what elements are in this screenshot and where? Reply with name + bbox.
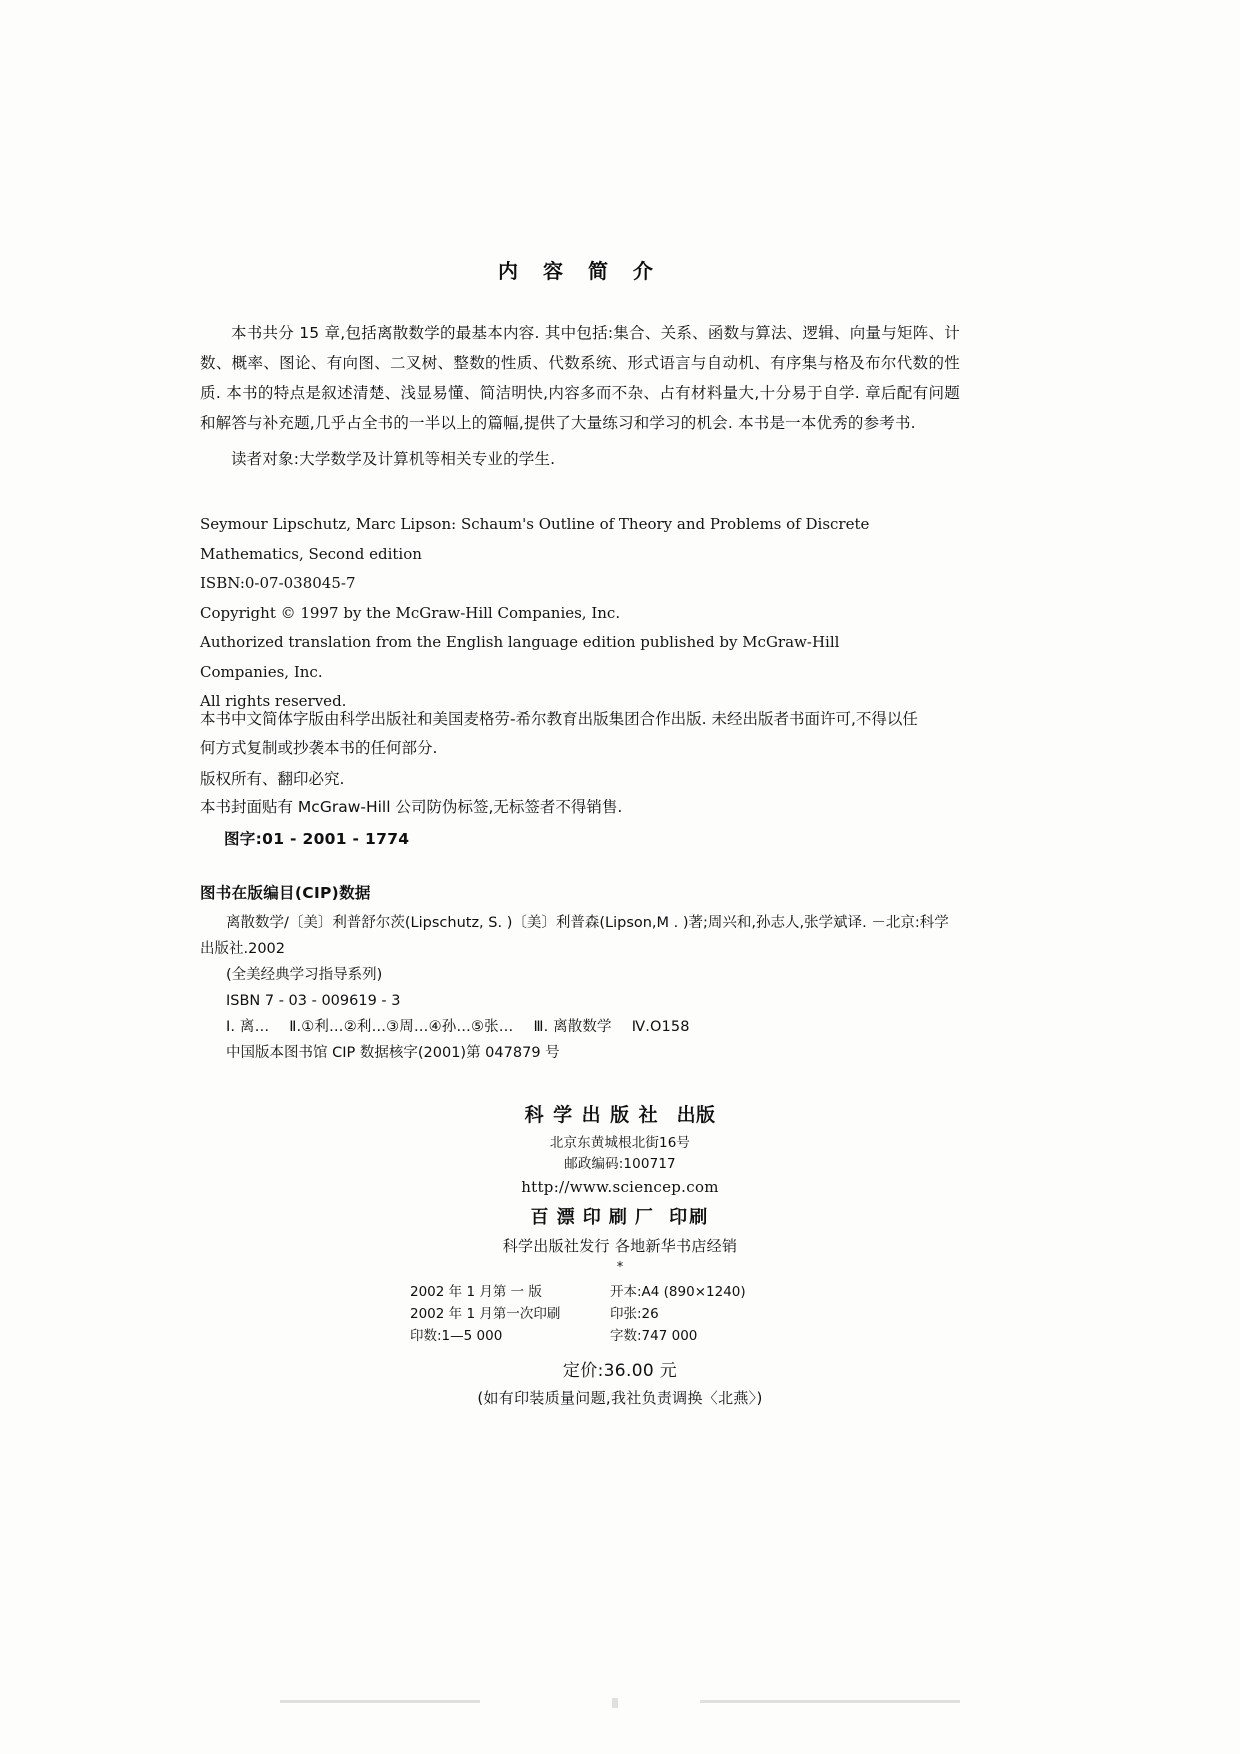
english-copyright-block (200, 510, 900, 717)
printer-verb: 印刷 (669, 1207, 710, 1228)
spec-row (410, 1303, 830, 1325)
spec-row (410, 1325, 830, 1347)
intro-paragraph-1: 本书共分 15 章,包括离散数学的最基本内容. 其中包括:集合、关系、函数与算法、逻辑、向量与矩阵、计数、概率、图论、有向图、二叉树、整数的性质、代数系统、形式语言与自动机、有序集与格及布尔代数的性质. 本书的特点是叙述清楚、浅显易懂、简洁明快,内容多而不杂、占有材料量大,十分易于自学. 章后配有问题和解答与补充题,几乎占全书的一半以上的篇幅,提供了大量练习和学习的机会. 本书是一本优秀的参考书. (200, 324, 960, 432)
cip-index-part-3: Ⅲ. 离散数学 (533, 1019, 612, 1035)
chinese-all-rights-line: 版权所有、翻印必究. (200, 770, 345, 788)
distribution-line: 科学出版社发行 各地新华书店经销 (502, 1237, 738, 1255)
scan-artifact (700, 1700, 960, 1703)
printer-line (0, 1203, 1240, 1229)
intro-section (200, 255, 960, 474)
cip-index-part-4: Ⅳ.O158 (631, 1019, 690, 1035)
spec-row (410, 1281, 830, 1303)
spec-sheets: 印张:26 (610, 1306, 659, 1322)
separator-star: * (616, 1260, 624, 1275)
publication-specs (410, 1281, 830, 1347)
cip-registration-line: 中国版本图书馆 CIP 数据核字(2001)第 047879 号 (226, 1045, 560, 1061)
tuzi-number: 图字:01 - 2001 - 1774 (224, 830, 410, 848)
mcgraw-hill-label-block (200, 793, 920, 854)
chinese-coop-publication-line: 本书中文简体字版由科学出版社和美国麦格劳-希尔教育出版集团合作出版. 未经出版者书面许可,不得以任何方式复制或抄袭本书的任何部分. (200, 710, 918, 757)
cip-title-line: 离散数学/〔美〕利普舒尔茨(Lipschutz, S. )〔美〕利普森(Lipson,M . )著;周兴和,孙志人,张学斌译. －北京:科学出版社.2002 (200, 915, 949, 957)
english-rights-line: All rights reserved. (200, 692, 347, 710)
cip-isbn-line: ISBN 7 - 03 - 009619 - 3 (226, 993, 401, 1009)
cip-index-line (226, 1014, 960, 1040)
spec-format: 开本:A4 (890×1240) (610, 1284, 746, 1300)
price-line: 定价:36.00 元 (562, 1361, 678, 1381)
english-copyright-line: Copyright © 1997 by the McGraw-Hill Companies, Inc. (200, 603, 621, 622)
chinese-copyright-block (200, 705, 920, 794)
cip-index-part-2: Ⅱ.①利…②利…③周…④孙…⑤张… (289, 1019, 514, 1035)
cip-heading: 图书在版编目(CIP)数据 (200, 884, 371, 902)
mcgraw-hill-sticker-line: 本书封面贴有 McGraw-Hill 公司防伪标签,无标签者不得销售. (200, 798, 623, 816)
english-isbn-line: ISBN:0-07-038045-7 (200, 574, 356, 592)
page-title: 内 容 简 介 (498, 259, 662, 283)
publisher-postcode: 邮政编码:100717 (564, 1156, 676, 1172)
spec-word-count: 字数:747 000 (610, 1328, 698, 1344)
printer-name: 百漂印刷厂 (530, 1207, 662, 1228)
spec-print-date: 2002 年 1 月第一次印刷 (410, 1306, 561, 1322)
english-title-line: Seymour Lipschutz, Marc Lipson: Schaum's Outline of Theory and Problems of Discrete Mathematics, Second edition (200, 515, 870, 563)
cip-series-line: (全美经典学习指导系列) (226, 967, 383, 983)
publisher-url: http://www.sciencep.com (521, 1178, 719, 1196)
cip-block (200, 880, 960, 1066)
colophon-block (0, 1100, 1240, 1408)
english-authorization-line: Authorized translation from the English language edition published by McGraw-Hill Companies, Inc. (200, 633, 840, 681)
publisher-verb: 出版 (676, 1104, 716, 1126)
quality-note: (如有印装质量问题,我社负责调换〈北燕〉) (477, 1389, 763, 1407)
publisher-address: 北京东黄城根北街16号 (549, 1135, 691, 1151)
spec-print-run: 印数:1—5 000 (410, 1328, 503, 1344)
publisher-name: 科学出版社 (524, 1104, 668, 1126)
scan-artifact (280, 1700, 480, 1703)
intro-paragraph-2: 读者对象:大学数学及计算机等相关专业的学生. (231, 450, 556, 468)
cip-index-part-1: Ⅰ. 离… (226, 1019, 270, 1035)
spec-edition-date: 2002 年 1 月第 一 版 (410, 1284, 542, 1300)
scan-artifact (612, 1698, 618, 1708)
publisher-line (0, 1100, 1240, 1127)
